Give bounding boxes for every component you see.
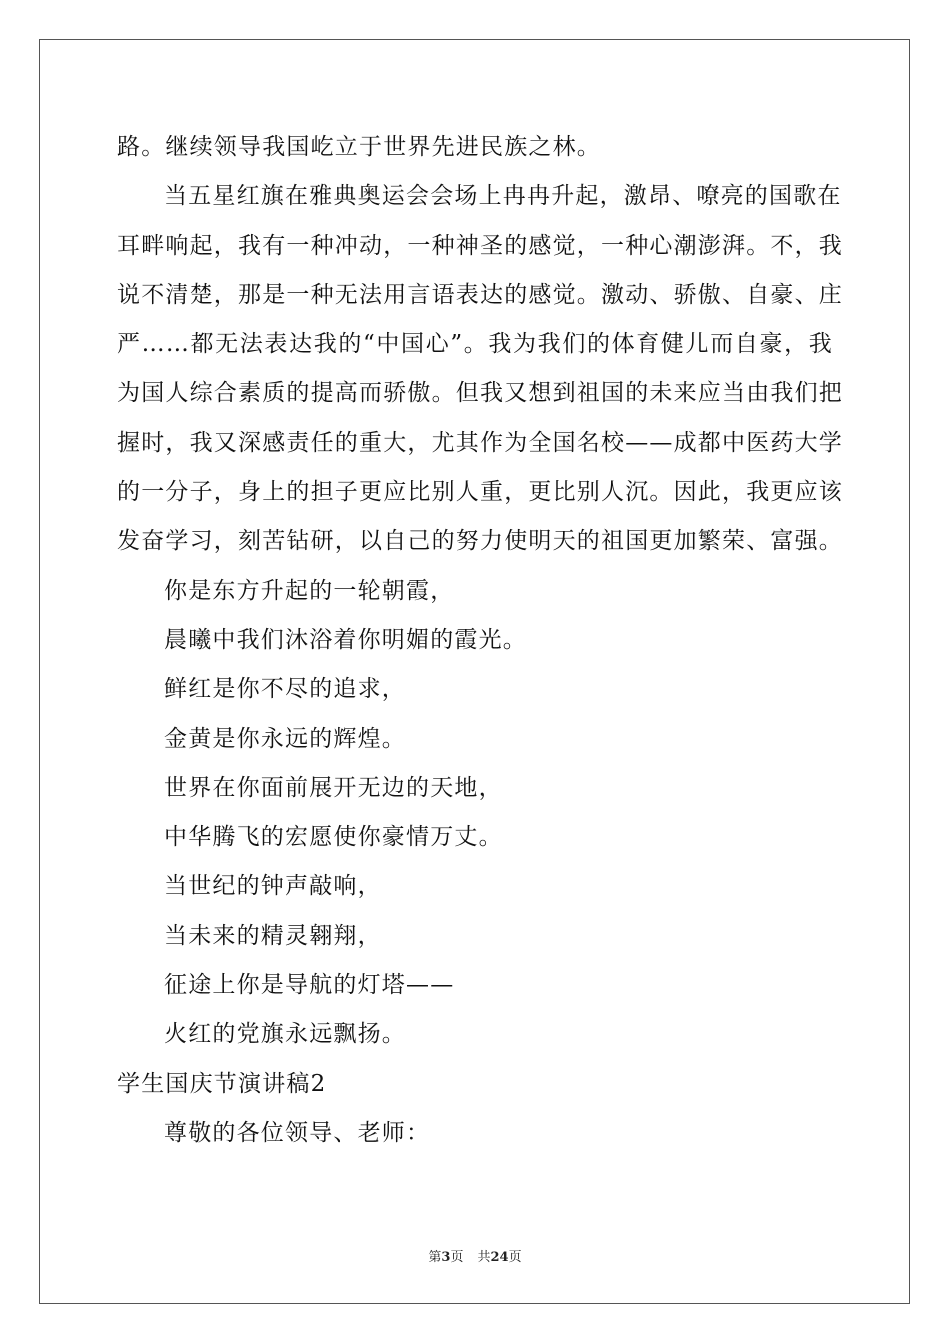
paragraph-line: 发奋学习，刻苦钻研，以自己的努力使明天的祖国更加繁荣、富强。: [117, 528, 843, 555]
poem-line: 鲜红是你不尽的追求，: [164, 676, 406, 703]
paragraph-line: 为国人综合素质的提高而骄傲。但我又想到祖国的未来应当由我们把: [117, 380, 843, 407]
footer-total-prefix: 共: [477, 1250, 491, 1265]
paragraph-line: 的一分子，身上的担子更应比别人重，更比别人沉。因此，我更应该: [117, 479, 843, 506]
footer-page-suffix: 页: [450, 1250, 464, 1265]
paragraph-line: 说不清楚，那是一种无法用言语表达的感觉。激动、骄傲、自豪、庄: [117, 281, 843, 308]
poem-line: 当未来的精灵翱翔，: [164, 922, 382, 949]
footer-total-suffix: 页: [508, 1250, 522, 1265]
salutation-line: 尊敬的各位领导、老师：: [164, 1119, 431, 1146]
poem-line: 火红的党旗永远飘扬。: [164, 1021, 406, 1048]
poem-line: 世界在你面前展开无边的天地，: [164, 774, 503, 801]
poem-line: 中华腾飞的宏愿使你豪情万丈。: [164, 824, 503, 851]
paragraph-line: 当五星红旗在雅典奥运会会场上冉冉升起，激昂、嘹亮的国歌在: [164, 183, 842, 210]
footer-total-number: 24: [490, 1250, 509, 1265]
footer-page-number: 3: [441, 1250, 451, 1265]
paragraph-line: 路。继续领导我国屹立于世界先进民族之林。: [117, 134, 601, 160]
document-body: [117, 123, 843, 1158]
paragraph-line: 严……都无法表达我的“中国心”。我为我们的体育健儿而自豪，我: [117, 331, 833, 358]
poem-line: 当世纪的钟声敲响，: [164, 873, 382, 900]
poem-line: 晨曦中我们沐浴着你明媚的霞光。: [164, 626, 527, 653]
footer-page-prefix: 第: [428, 1250, 442, 1265]
poem-line: 你是东方升起的一轮朝霞，: [164, 577, 455, 604]
poem-line: 金黄是你永远的辉煌。: [164, 725, 406, 752]
paragraph-line: 耳畔响起，我有一种冲动，一种神圣的感觉，一种心潮澎湃。不，我: [117, 232, 843, 259]
paragraph-line: 握时，我又深感责任的重大，尤其作为全国名校——成都中医药大学: [117, 429, 843, 456]
section-heading: 学生国庆节演讲稿2: [117, 1070, 327, 1097]
poem-line: 征途上你是导航的灯塔——: [164, 972, 455, 999]
page-footer: [0, 1246, 950, 1265]
